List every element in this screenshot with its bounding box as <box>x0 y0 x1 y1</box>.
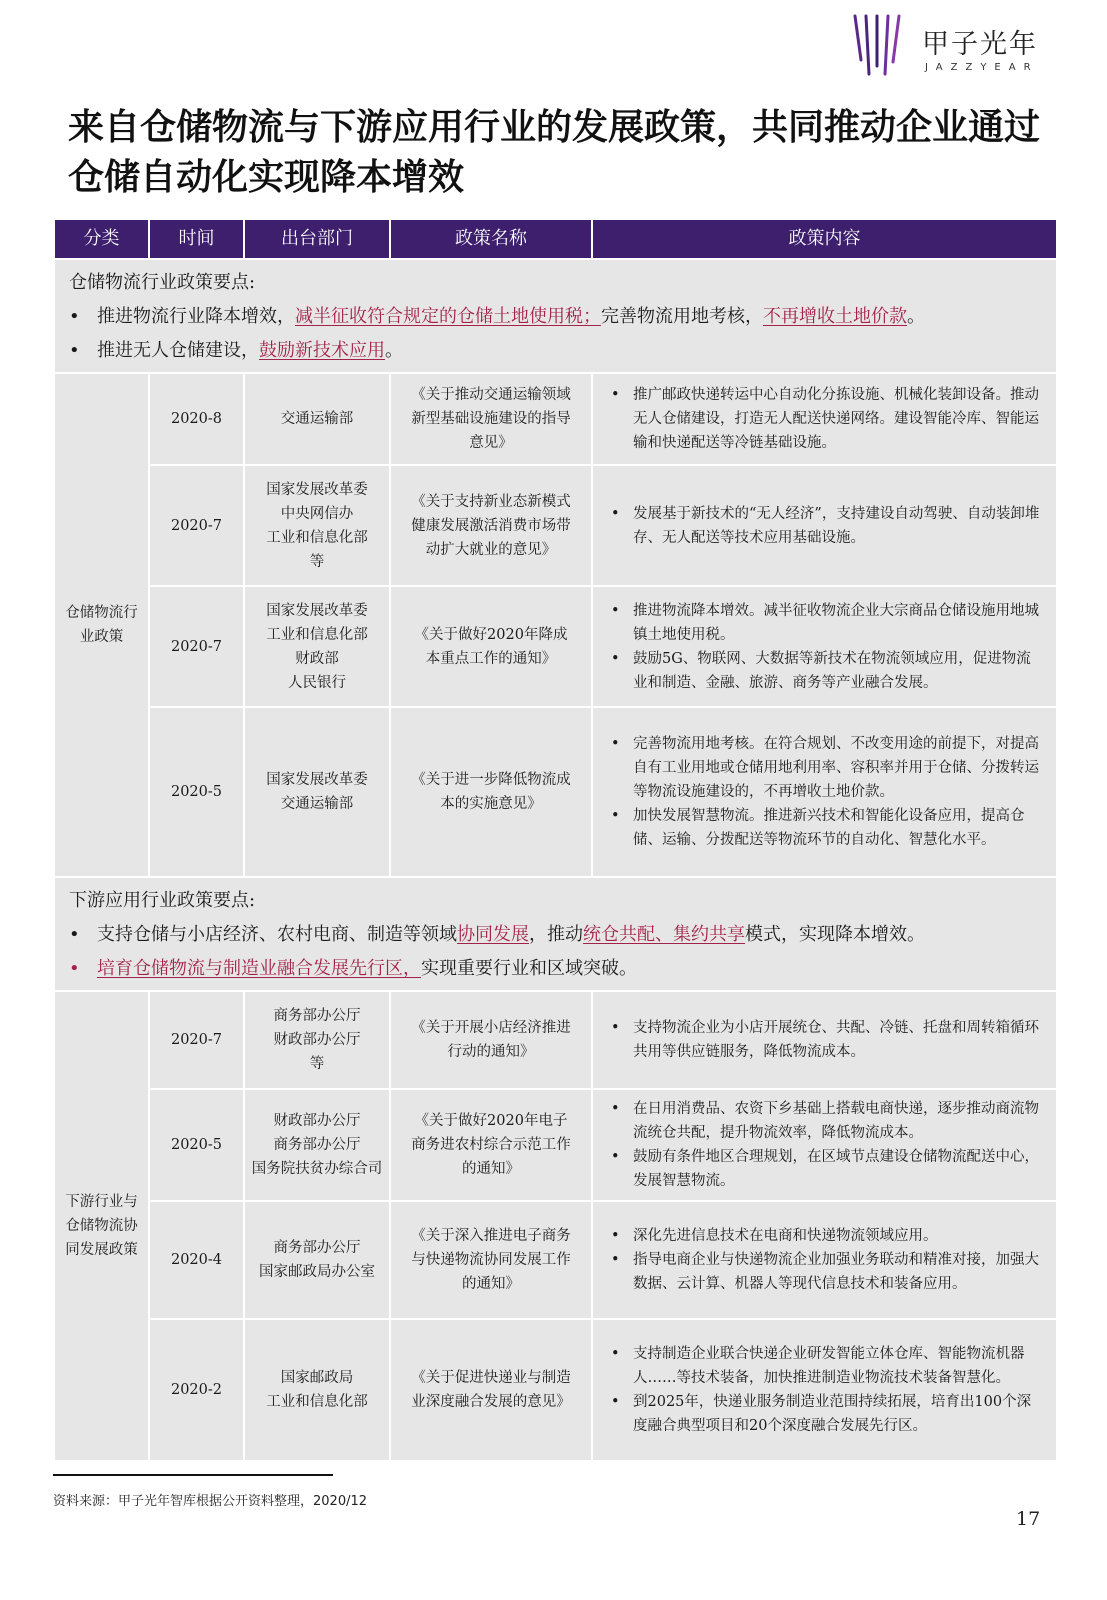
policy-content-cell <box>592 707 1057 877</box>
summary-bullet: • 培育仓储物流与制造业融合发展先行区，实现重要行业和区域突破。 <box>69 952 1042 986</box>
content-bullet: • 到2025年，快递业服务制造业范围持续拓展，培育出100个深度融合典型项目和20个深度融合发展先行区。 <box>609 1390 1044 1438</box>
brand-logo <box>852 12 1062 78</box>
department-cell: 国家邮政局 工业和信息化部 <box>244 1319 390 1461</box>
table-row <box>54 1201 1057 1319</box>
col-header-policy-name: 政策名称 <box>390 219 592 259</box>
col-header-category: 分类 <box>54 219 149 259</box>
table-row <box>54 707 1057 877</box>
highlight-text: 协同发展 <box>457 924 529 945</box>
time-cell: 2020-2 <box>149 1319 244 1461</box>
highlight-text: 培育仓储物流与制造业融合发展先行区， <box>97 958 421 979</box>
content-bullet: • 指导电商企业与快递物流企业加强业务联动和精准对接，加强大数据、云计算、机器人等现代信息技术和装备应用。 <box>609 1248 1044 1296</box>
policy-name-cell: 《关于促进快递业与制造业深度融合发展的意见》 <box>390 1319 592 1461</box>
section-heading: 仓储物流行业政策要点: <box>69 272 256 293</box>
summary-bullet: • 推进物流行业降本增效，减半征收符合规定的仓储土地使用税；完善物流用地考核，不再增收土地价款。 <box>69 300 1042 334</box>
logo-text: 甲子光年 <box>922 29 1038 60</box>
policy-content-cell <box>592 1089 1057 1201</box>
logo-text-en: JAZZYEAR <box>925 62 1039 73</box>
content-bullet: • 完善物流用地考核。在符合规划、不改变用途的前提下，对提高自有工业用地或仓储用地利用率、容积率并用于仓储、分拨转运等物流设施建设的，不再增收土地价款。 <box>609 732 1044 804</box>
policy-content-cell <box>592 991 1057 1089</box>
policy-content-cell <box>592 465 1057 586</box>
time-cell: 2020-4 <box>149 1201 244 1319</box>
summary-bullet: • 支持仓储与小店经济、农村电商、制造等领域协同发展，推动统仓共配、集约共享模式，实现降本增效。 <box>69 918 1042 952</box>
col-header-policy-content: 政策内容 <box>592 219 1057 259</box>
time-cell: 2020-5 <box>149 707 244 877</box>
policy-content-cell <box>592 373 1057 465</box>
policy-name-cell: 《关于推动交通运输领域新型基础设施建设的指导意见》 <box>390 373 592 465</box>
department-cell: 商务部办公厅 国家邮政局办公室 <box>244 1201 390 1319</box>
section-summary-downstream <box>54 877 1057 991</box>
time-cell: 2020-7 <box>149 991 244 1089</box>
department-cell: 国家发展改革委 工业和信息化部 财政部 人民银行 <box>244 586 390 707</box>
policy-content-cell <box>592 1201 1057 1319</box>
content-bullet: • 推广邮政快递转运中心自动化分拣设施、机械化装卸设备。推动无人仓储建设，打造无人配送快递网络。建设智能冷库、智能运输和快递配送等冷链基础设施。 <box>609 383 1044 455</box>
table-row <box>54 586 1057 707</box>
policy-name-cell: 《关于深入推进电子商务与快递物流协同发展工作的通知》 <box>390 1201 592 1319</box>
content-bullet: • 鼓励有条件地区合理规划，在区域节点建设仓储物流配送中心，发展智慧物流。 <box>609 1145 1044 1193</box>
policy-content-cell <box>592 1319 1057 1461</box>
table-row <box>54 373 1057 465</box>
policy-name-cell: 《关于支持新业态新模式健康发展激活消费市场带动扩大就业的意见》 <box>390 465 592 586</box>
highlight-text: 鼓励新技术应用 <box>259 340 385 361</box>
col-header-department: 出台部门 <box>244 219 390 259</box>
department-cell: 交通运输部 <box>244 373 390 465</box>
category-cell: 下游行业与仓储物流协同发展政策 <box>54 991 149 1461</box>
category-cell: 仓储物流行业政策 <box>54 373 149 877</box>
policy-name-cell: 《关于做好2020年电子商务进农村综合示范工作的通知》 <box>390 1089 592 1201</box>
department-cell: 财政部办公厅 商务部办公厅 国务院扶贫办综合司 <box>244 1089 390 1201</box>
policy-name-cell: 《关于进一步降低物流成本的实施意见》 <box>390 707 592 877</box>
section-summary-warehouse <box>54 259 1057 373</box>
policy-content-cell <box>592 586 1057 707</box>
policy-name-cell: 《关于开展小店经济推进行动的通知》 <box>390 991 592 1089</box>
source-note: 资料来源：甲子光年智库根据公开资料整理，2020/12 <box>53 1494 368 1509</box>
department-cell: 国家发展改革委 中央网信办 工业和信息化部 等 <box>244 465 390 586</box>
col-header-time: 时间 <box>149 219 244 259</box>
page-title: 来自仓储物流与下游应用行业的发展政策，共同推动企业通过仓储自动化实现降本增效 <box>68 107 1041 198</box>
table-row <box>54 465 1057 586</box>
section-heading: 下游应用行业政策要点: <box>69 890 256 911</box>
page-number: 17 <box>1016 1508 1041 1530</box>
content-bullet: • 支持制造企业联合快递企业研发智能立体仓库、智能物流机器人……等技术装备，加快推进制造业物流技术装备智慧化。 <box>609 1342 1044 1390</box>
highlight-text: 不再增收土地价款 <box>763 306 907 327</box>
table-row <box>54 1089 1057 1201</box>
content-bullet: • 鼓励5G、物联网、大数据等新技术在物流领域应用，促进物流业和制造、金融、旅游、商务等产业融合发展。 <box>609 647 1044 695</box>
table-row <box>54 991 1057 1089</box>
content-bullet: • 深化先进信息技术在电商和快递物流领域应用。 <box>609 1224 1044 1248</box>
logo-mark-icon <box>852 12 912 78</box>
content-bullet: • 发展基于新技术的“无人经济”，支持建设自动驾驶、自动装卸堆存、无人配送等技术应用基础设施。 <box>609 502 1044 550</box>
policy-table <box>53 218 1058 1462</box>
table-row <box>54 1319 1057 1461</box>
highlight-text: 减半征收符合规定的仓储土地使用税； <box>295 306 601 327</box>
highlight-text: 统仓共配、集约共享 <box>583 924 745 945</box>
content-bullet: • 在日用消费品、农资下乡基础上搭载电商快递，逐步推动商流物流统仓共配，提升物流效率，降低物流成本。 <box>609 1097 1044 1145</box>
footnote-divider <box>53 1474 333 1476</box>
time-cell: 2020-8 <box>149 373 244 465</box>
time-cell: 2020-5 <box>149 1089 244 1201</box>
content-bullet: • 加快发展智慧物流。推进新兴技术和智能化设备应用，提高仓储、运输、分拨配送等物流环节的自动化、智慧化水平。 <box>609 804 1044 852</box>
summary-bullet: • 推进无人仓储建设，鼓励新技术应用。 <box>69 334 1042 368</box>
table-header-row <box>54 219 1057 259</box>
content-bullet: • 支持物流企业为小店开展统仓、共配、冷链、托盘和周转箱循环共用等供应链服务，降低物流成本。 <box>609 1016 1044 1064</box>
time-cell: 2020-7 <box>149 465 244 586</box>
department-cell: 商务部办公厅 财政部办公厅 等 <box>244 991 390 1089</box>
department-cell: 国家发展改革委 交通运输部 <box>244 707 390 877</box>
time-cell: 2020-7 <box>149 586 244 707</box>
policy-name-cell: 《关于做好2020年降成本重点工作的通知》 <box>390 586 592 707</box>
content-bullet: • 推进物流降本增效。减半征收物流企业大宗商品仓储设施用地城镇土地使用税。 <box>609 599 1044 647</box>
